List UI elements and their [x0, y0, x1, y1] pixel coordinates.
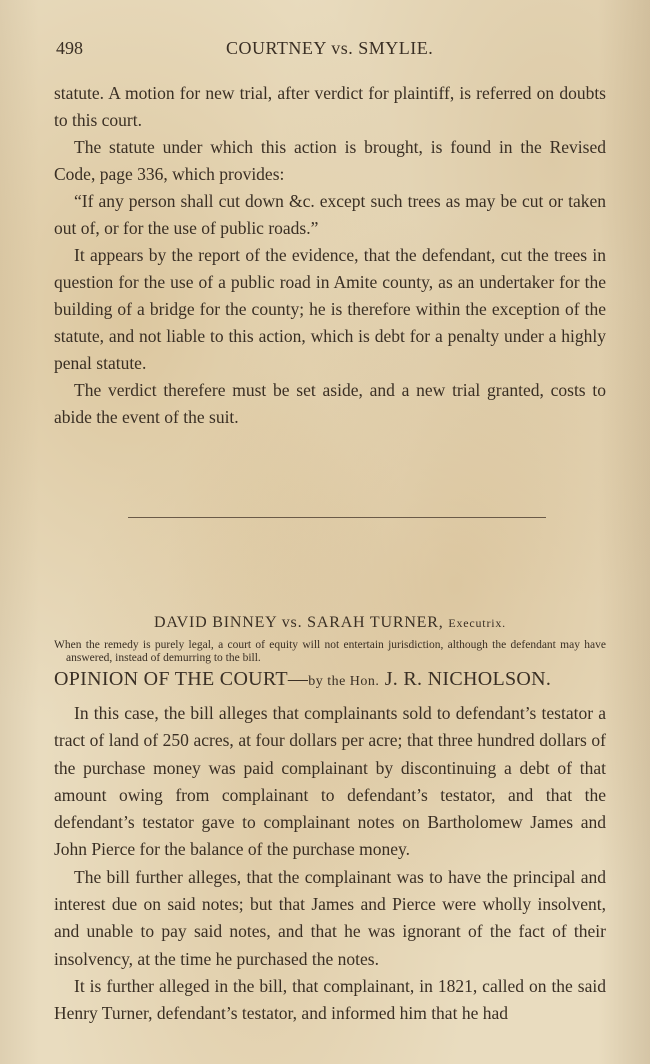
case2-text [54, 700, 606, 1028]
opinion-heading-main: OPINION OF THE COURT— [54, 668, 309, 690]
case2-title [54, 614, 606, 632]
case1-paragraph: “If any person shall cut down &c. except such trees as may be cut or taken out of, or for the use of public roads.” [54, 191, 606, 238]
case1-paragraph: The statute under which this action is brought, is found in the Revised Code, page 336, which provides: [54, 137, 606, 184]
case2-parties: DAVID BINNEY vs. SARAH TURNER, [154, 614, 444, 631]
case2-paragraph: It is further alleged in the bill, that complainant, in 1821, called on the said Henry Turner, defendant’s testator, and informed him that he had [54, 975, 606, 1024]
opinion-heading-by: by the Hon. [308, 674, 380, 689]
page-number: 498 [56, 38, 83, 58]
case2-paragraph: In this case, the bill alleges that complainants sold to defendant’s testator a tract of land of 250 acres, at four dollars per acre; that three hundred dollars of the purchase money was paid complainant by discontinuing a debt of that amount owing from complainant to defendant’s testator, and that the defendant’s testator gave to complainant notes on Bartholomew James and John Pierce for the balance of the purchase money. [54, 703, 606, 860]
case2-paragraph: The bill further alleges, that the complainant was to have the principal and interest due on said notes; but that James and Pierce were wholly insolvent, and unable to pay said notes, and that he was ignorant of the fact of their insolvency, at the time he purchased the notes. [54, 866, 606, 969]
case1-text [54, 80, 606, 431]
opinion-judge: J. R. NICHOLSON. [384, 668, 552, 690]
case1-paragraph: The verdict therefere must be set aside, and a new trial granted, costs to abide the event of the suit. [54, 380, 606, 427]
section-divider [128, 517, 546, 518]
case2-headnote [54, 639, 606, 665]
headnote-text: When the remedy is purely legal, a court of equity will not entertain jurisdiction, although the defendant may have answered, instead of demurring to the bill. [54, 639, 606, 664]
case1-paragraph: It appears by the report of the evidence, that the defendant, cut the trees in question for the use of a public road in Amite county, as an undertaker for the building of a bridge for the county; he is therefore within the exception of the statute, and not liable to this action, which is debt for a penalty under a highly penal statute. [54, 245, 606, 373]
opinion-heading [54, 668, 606, 691]
running-title: COURTNEY vs. SMYLIE. [226, 38, 434, 58]
case2-role: Executrix. [448, 616, 506, 630]
page-header [56, 38, 616, 62]
case1-paragraph: statute. A motion for new trial, after verdict for plaintiff, is referred on doubts to this court. [54, 83, 606, 130]
